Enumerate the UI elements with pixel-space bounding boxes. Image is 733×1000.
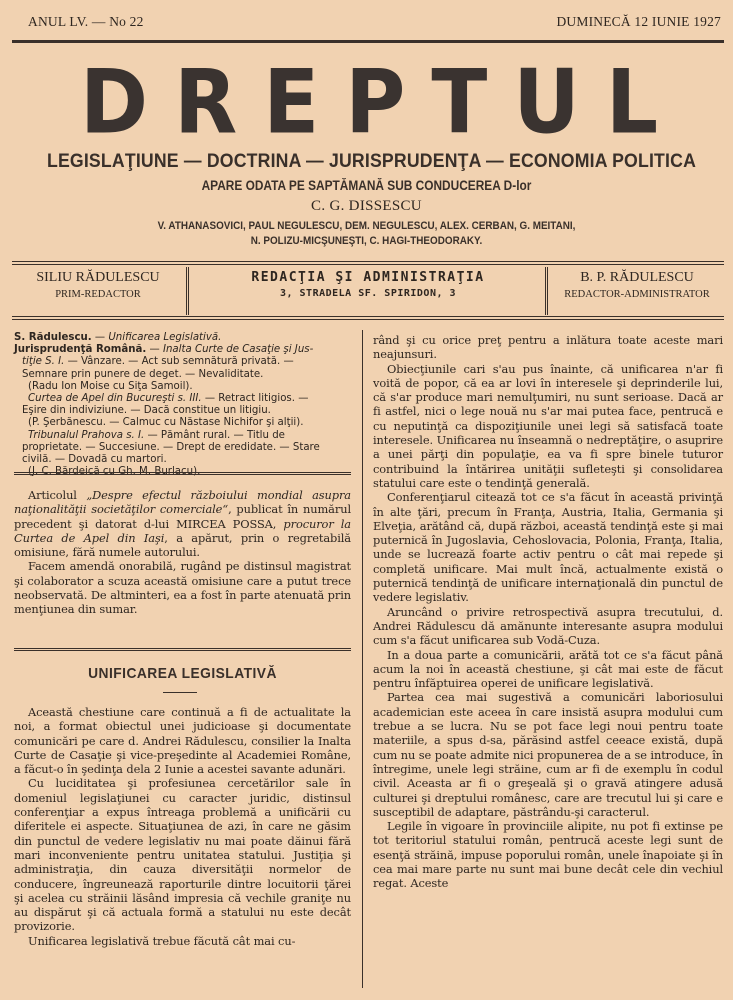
prim-redactor-role: PRIM-REDACTOR (55, 289, 141, 300)
column-divider (362, 330, 363, 988)
administrator-role: REDACTOR-ADMINISTRATOR (564, 289, 710, 300)
article-paragraph: Aruncând o privire retrospectivă asupra trecutului, d. Andrei Rădulescu dă amănunte interesante asupra modului cum s'a făcut unificarea sub Vodă-Cuza. (373, 604, 723, 648)
toc-entry: Curtea de Apel din Bucureşti s. III. — Retract litigios. — (28, 393, 309, 405)
toc-entry: civilă. — Dovadă cu martori. (22, 454, 167, 466)
toc-entry: Tribunalul Prahova s. I. — Pământ rural. — Titlu de (28, 429, 285, 441)
prim-redactor-name: SILIU RĂDULESCU (36, 270, 160, 285)
editorial-box (12, 263, 724, 315)
administrator-cell (550, 270, 724, 300)
table-of-contents (14, 332, 351, 478)
article-paragraph: Unificarea legislativă trebue făcută cât mai cu- (28, 933, 296, 948)
toc-entry: (J. C. Bărdeică cu Gh. M. Burlacu). (28, 466, 201, 478)
toc-entry: Eşire din indiviziune. — Dacă constitue un litigiu. (22, 405, 271, 417)
article-title: UNIFICAREA LEGISLATIVĂ (88, 665, 277, 682)
article-paragraph: Cu luciditatea şi profesiunea cercetărilor sale în domeniul legislaţiunei cu caracter juridic, distinsul conferenţiar a expus întreaga problemă a unificării cu diferitele ei aspecte. Situaţiunea de azi, în care ne găsim din punctul de vedere legislativ nu mai poate dăinui fără mari inconveniente pentru unitatea statului. Justiţia şi administraţia, din cauza diversităţii normelor de conducere, îngreunează raporturile dintre locuitorii ţărei şi acelea cu străinii lăsând impresia că vechile graniţe nu au dispărut şi că actuala formă a statului nu este decât provizorie. (14, 776, 351, 934)
article-paragraph: Partea cea mai sugestivă a comunicări laboriosului academician este aceea în care insistă asupra modului cum trebue a se lucra. Nu se pot face legi noui pentru toate materiile, a spus d-sa, părăsind astfel ceeace există, după cum nu se poate admite nici propunerea de a se introduce, în întregime, unele legi străine, cum ar fi de exemplu în codul civil. Aceasta ar fi o greşeală şi o gravă atingere adusă culturei şi dreptului românesc, care are trecutul lui şi care e susceptibil de adaptare, păstrându-şi caracterul. (373, 690, 723, 819)
editorial-rule-bottom (12, 316, 724, 317)
toc-entry: Semnare prin punere de deget. — Nevaliditate. (22, 368, 264, 380)
article-body-left (14, 705, 351, 948)
publication-note: APARE ODATA PE SAPTĂMANĂ SUB CONDUCEREA D-lor (201, 178, 532, 193)
administrator-name: B. P. RĂDULESCU (580, 270, 694, 285)
article-body-right (373, 333, 723, 891)
director-name: C. G. DISSESCU (311, 198, 422, 214)
editorial-divider-2 (545, 267, 548, 315)
redactia-address: 3, STRADELA SF. SPIRIDON, 3 (279, 288, 457, 299)
editorial-divider-1 (186, 267, 189, 315)
article-paragraph: Obiecţiunile cari s'au pus înainte, că unificarea n'ar fi voită de popor, că ea ar lovi în interesele şi deprinderile lui, că s'ar produce mari nemulţumiri, nu sunt serioase. Dacă ar fi astfel, nici o lege nouă nu s'ar mai putea face, pentrucă e cu neputinţă ca dispoziţiunile unei legi să satisfacă toate interesele. Unificarea nu înseamnă o nedreptăţire, o asuprire a unei părţi din populaţie, ea va fi spre binele tuturor contribuind la întărirea unităţii sufleteşti şi consolidarea statului care este o tendinţă generală. (373, 361, 723, 490)
prim-redactor-cell (12, 270, 184, 300)
errata-notice (14, 488, 351, 617)
masthead-subtitle: LEGISLAŢIUNE — DOCTRINA — JURISPRUDENŢA — ECONOMIA POLITICA (46, 151, 697, 172)
issue-number: ANUL LV. — No 22 (28, 14, 144, 29)
collaborators-line-2: N. POLIZU-MICŞUNEŞTI, C. HAGI-THEODORAKY. (250, 235, 483, 247)
collaborators-line-1: V. ATHANASOVICI, PAUL NEGULESCU, DEM. NEGULESCU, ALEX. CERBAN, G. MEITANI, (157, 220, 576, 232)
section-rule (14, 472, 351, 475)
redactia-cell (192, 270, 544, 299)
top-rule (12, 40, 724, 43)
editorial-rule-top (12, 261, 724, 262)
toc-entry: S. Rădulescu. — Unificarea Legislativă. (14, 332, 222, 343)
article-paragraph: Conferenţiarul citează tot ce s'a făcut în această privinţă în alte ţări, precum în Franţa, Austria, Italia, Germania şi Elveţia, arătând că, după război, această tendinţă este şi mai puternică în Jugoslavia, Cehoslovacia, Polonia, Franţa, Italia, unde se lucrează foarte activ pentru o cât mai repede şi completă unificare. Mai mult încă, actualmente există o puternică tendinţă de unificare internaţională din punctul de vedere legislativ. (373, 490, 723, 605)
notice-paragraph: Articolul „Despre efectul războiului mondial asupra naţionalităţii societăţilor comerciale“, publicat în numărul precedent şi datorat d-lui MIRCEA POSSA, procuror la Curtea de Apel din Iaşi, a apărut, prin o regretabilă omisiune, fără numele autorului. (14, 488, 352, 560)
article-paragraph: Legile în vigoare în provinciile alipite, nu pot fi extinse pe tot teritoriul statului român, pentrucă aceste legi sunt de esenţă străină, impuse poporului român, unele înapoiate şi în cea mai mare parte nu sunt mai bune decât cele din vechiul regat. Aceste (373, 819, 723, 891)
toc-entry: proprietate. — Succesiune. — Drept de eredidate. — Stare (22, 441, 320, 453)
title-dash (163, 692, 197, 693)
redactia-title: REDACŢIA ŞI ADMINISTRAŢIA (251, 270, 485, 285)
toc-entry: (P. Şerbănescu. — Calmuc cu Năstase Nichifor şi alţii). (28, 417, 304, 429)
toc-entry: tiţie S. I. — Vânzare. — Act sub semnătură privată. — (22, 356, 294, 368)
toc-entry: Jurisprudenţă Română. — Inalta Curte de Casaţie şi Jus- (14, 344, 314, 356)
article-paragraph: rând şi cu orice preţ pentru a inlătura toate aceste mari neajunsuri. (373, 333, 723, 362)
editorial-rule-bottom-2 (12, 319, 724, 320)
issue-date: DUMINECĂ 12 IUNIE 1927 (556, 14, 721, 29)
article-paragraph: In a doua parte a comunicării, arătă tot ce s'a făcut până acum la noi în această chestiune, şi cât mai este de făcut pentru înfăptuirea operei de unificare legislativă. (373, 647, 723, 691)
toc-entry: (Radu Ion Moise cu Siţa Samoil). (28, 380, 193, 392)
section-rule (14, 648, 351, 651)
article-paragraph: Această chestiune care continuă a fi de actualitate la noi, a format obiectul unei judicioase şi documentate comunicări pe care d. Andrei Rădulescu, consilier la Inalta Curte de Casaţie şi vice-preşedinte al Academiei Române, a făcut-o în şedinţa dela 2 Iunie a acestei savante adunări. (14, 705, 351, 777)
notice-paragraph: Facem amendă onorabilă, rugând pe distinsul magistrat şi colaborator a scuza această omisiune care a putut trece neobservată. De altminteri, ea a fost în parte atenuată prin menţiunea din sumar. (14, 559, 351, 617)
masthead-title: DREPTUL (80, 51, 685, 154)
